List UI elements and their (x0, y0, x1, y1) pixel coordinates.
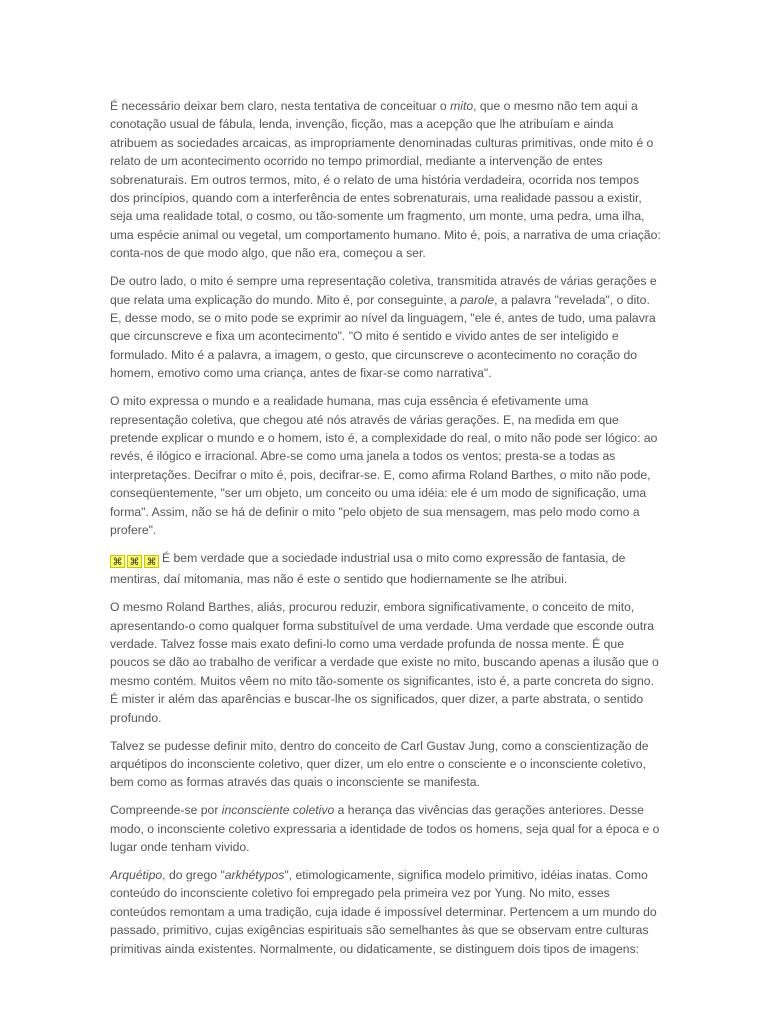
text-run: , do grego " (162, 867, 225, 882)
text-run: ", etimologicamente, significa modelo primitivo, idéias inatas. Como conteúdo do inconsciente coletivo foi empregado pela primeira vez por Yung. No mito, esses conteúdos remontam a uma tradição, cuja idade é impossível determinar. Pertencem a um mundo do passado, primitivo, cujas exigências espirituais são semelhantes às que se observam entre culturas primitivas ainda existentes. Normalmente, ou didaticamente, se distinguem dois tipos de imagens: (110, 867, 657, 956)
paragraph (110, 392, 662, 539)
italic-term: Arquétipo (110, 867, 163, 882)
text-run: De outro lado, o mito é sempre uma representação coletiva, transmitida através de várias gerações e que relata uma explicação do mundo. Mito é, por conseguinte, a (110, 274, 657, 307)
italic-term: mito (450, 99, 474, 113)
document-body (110, 97, 662, 967)
paragraph (110, 737, 662, 792)
text-run: Talvez se pudesse definir mito, dentro do conceito de Carl Gustav Jung, como a conscientização de arquétipos do inconsciente coletivo, quer dizer, um elo entre o consciente e o inconsciente coletivo, bem como as formas através das quais o inconsciente se manifesta. (110, 738, 649, 790)
paragraph-mark-icon: ⌘ (127, 555, 142, 568)
paragraph-mark-icon: ⌘ (110, 555, 125, 568)
paragraph (110, 549, 662, 589)
paragraph (110, 272, 662, 382)
italic-term: parole (460, 292, 495, 307)
italic-term: inconsciente coletivo (221, 803, 335, 818)
italic-term: arkhétypos (224, 867, 285, 882)
paragraph (110, 97, 662, 263)
paragraph (110, 866, 662, 958)
paragraph (110, 801, 662, 856)
text-run: Compreende-se por (110, 803, 222, 818)
inline-icons (110, 552, 161, 570)
text-run: É bem verdade que a sociedade industrial usa o mito como expressão de fantasia, de mentiras, daí mitomania, mas não é este o sentido que hodiernamente se lhe atribui. (110, 550, 626, 587)
text-run: , a palavra "revelada", o dito. E, desse modo, se o mito pode se exprimir ao nível da linguagem, "ele é, antes de tudo, uma palavra que circunscreve e fixa um acontecimento". "O mito é sentido e vivido antes de ser inteligido e formulado. Mito é a palavra, a imagem, o gesto, que circunscreve o acontecimento no coração do homem, emotivo como uma criança, antes de fixar-se como narrativa". (110, 292, 656, 381)
text-run: , que o mesmo não tem aqui a conotação usual de fábula, lenda, invenção, ficção, mas a acepção que lhe atribuíam e ainda atribuem as sociedades arcaicas, as impropriamente denominadas culturas primitivas, onde mito é o relato de um acontecimento ocorrido no tempo primordial, mediante a intervenção de entes sobrenaturais. Em outros termos, mito, é o relato de uma história verdadeira, ocorrida nos tempos dos princípios, quando com a interferência de entes sobrenaturais, uma realidade passou a existir, seja uma realidade total, o cosmo, ou tão-somente um fragmento, um monte, uma pedra, uma ilha, uma espécie animal ou vegetal, um comportamento humano. Mito é, pois, a narrativa de uma criação: conta-nos de que modo algo, que não era, começou a ser. (110, 99, 661, 261)
text-run: O mesmo Roland Barthes, aliás, procurou reduzir, embora significativamente, o conceito de mito, apresentando-o como qualquer forma substituível de uma verdade. Uma verdade que esconde outra verdade. Talvez fosse mais exato defini-lo como uma verdade profunda de nossa mente. É que poucos se dão ao trabalho de verificar a verdade que existe no mito, buscando apenas a ilusão que o mesmo contém. Muitos vêem no mito tão-somente os significantes, isto é, a parte concreta do signo. É mister ir além das aparências e buscar-lhe os significados, quer dizer, a parte abstrata, o sentido profundo. (110, 600, 659, 725)
text-run: a herança das vivências das gerações anteriores. Desse modo, o inconsciente coletivo expressaria a identidade de todos os homens, seja qual for a época e o lugar onde tenham vivido. (110, 803, 660, 855)
text-run: É necessário deixar bem claro, nesta tentativa de conceituar o (110, 99, 451, 113)
paragraph-mark-icon: ⌘ (144, 555, 159, 568)
paragraph (110, 598, 662, 727)
text-run: O mito expressa o mundo e a realidade humana, mas cuja essência é efetivamente uma representação coletiva, que chegou até nós através de várias gerações. E, na medida em que pretende explicar o mundo e o homem, isto é, a complexidade do real, o mito não pode ser lógico: ao revés, é ilógico e irracional. Abre-se como uma janela a todos os ventos; presta-se a todas as interpretações. Decifrar o mito é, pois, decifrar-se. E, como afirma Roland Barthes, o mito não pode, conseqüentemente, "ser um objeto, um conceito ou uma idéia: ele é um modo de significação, uma forma". Assim, não se há de definir o mito "pelo objeto de sua mensagem, mas pelo modo como a profere". (110, 394, 658, 537)
